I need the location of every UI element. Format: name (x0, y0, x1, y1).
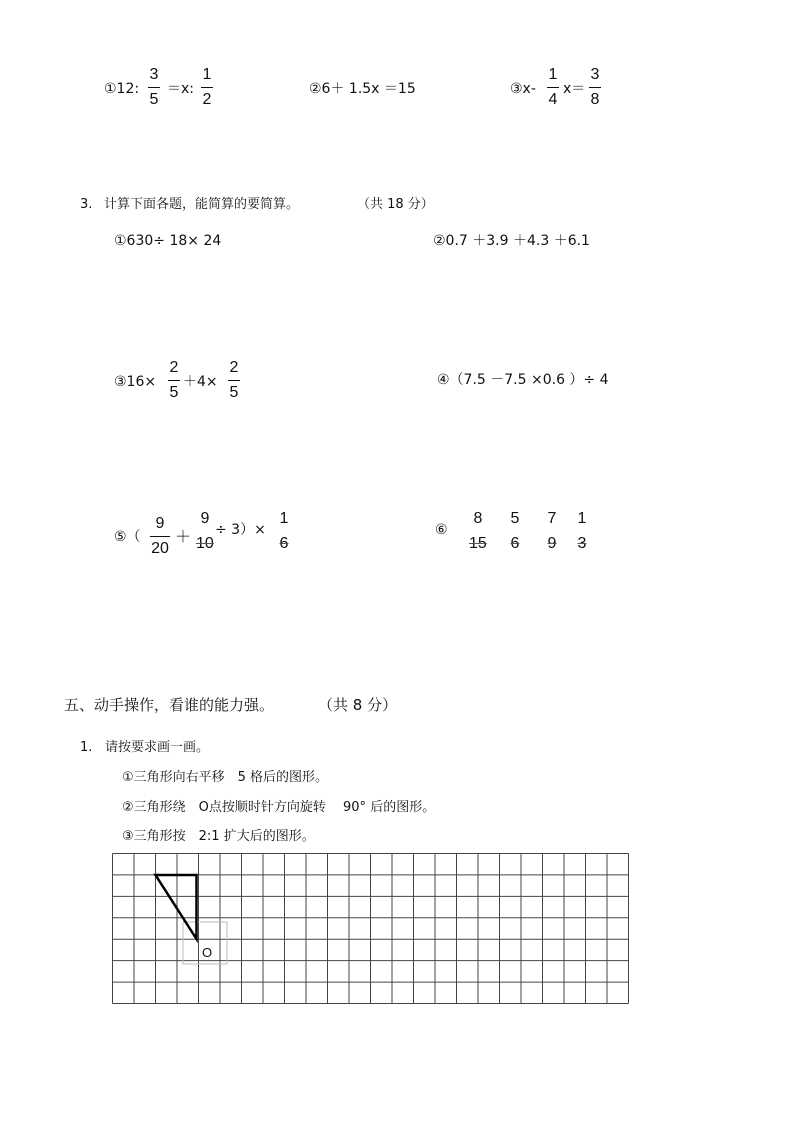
calc-item-1: ①630÷ 18× 24 (114, 233, 222, 249)
item3-mid: ＋4× (183, 374, 218, 390)
drawing-grid[interactable] (112, 853, 632, 1005)
numerator: 1 (202, 66, 212, 83)
item6-label: ⑥ (435, 522, 448, 538)
numerator: 3 (590, 66, 600, 83)
instruction-3: ③三角形按 2:1 扩大后的图形。 (122, 829, 315, 844)
section-title: 计算下面各题，能简算的要简算。 (104, 197, 300, 212)
eq3-prefix: ③x- (510, 81, 536, 97)
right-triangle (156, 875, 197, 939)
item3-prefix: ③16× (114, 374, 157, 390)
numerator: 9 (200, 510, 210, 527)
item6-fraction-3 (546, 510, 558, 553)
section-5-title: 五、动手操作，看谁的能力强。 (64, 696, 275, 714)
point-o-label: O (202, 945, 213, 960)
numerator: 1 (577, 510, 587, 527)
denominator: 2 (202, 91, 212, 108)
item5-div: ÷ 3）× (215, 522, 266, 538)
denominator: 5 (229, 384, 239, 401)
item3-fraction-2 (228, 359, 240, 402)
eq1-fraction-1 (148, 66, 160, 109)
instruction-2: ②三角形绕 O点按顺时针方向旋转 90° 后的图形。 (122, 800, 436, 815)
question-text: 请按要求画一画。 (105, 740, 210, 755)
eq1-mid: ＝x: (167, 81, 195, 97)
section-5-points: （共 8 分） (318, 696, 398, 714)
numerator: 5 (510, 510, 520, 527)
equation-2: ②6＋ 1.5x ＝15 (309, 81, 416, 97)
denominator: 6 (279, 535, 289, 552)
denominator: 6 (510, 535, 520, 552)
denominator: 4 (548, 91, 558, 108)
denominator: 3 (577, 535, 587, 552)
numerator: 1 (279, 510, 289, 527)
denominator: 15 (469, 535, 487, 552)
item6-fraction-2 (509, 510, 521, 553)
instruction-1: ①三角形向右平移 5 格后的图形。 (122, 770, 329, 785)
denominator: 10 (196, 535, 214, 552)
item6-fraction-4 (576, 510, 588, 553)
denominator: 5 (169, 384, 179, 401)
eq1-prefix: ①12: (104, 81, 140, 97)
eq3-mid: x＝ (563, 81, 586, 97)
item5-plus: ＋ (175, 527, 192, 546)
numerator: 2 (169, 359, 179, 376)
section-number: 3. (80, 197, 93, 212)
question-number: 1. (80, 740, 93, 755)
denominator: 8 (590, 91, 600, 108)
denominator: 20 (151, 540, 169, 557)
numerator: 9 (155, 515, 165, 532)
denominator: 5 (149, 91, 159, 108)
section-points: （共 18 分） (357, 197, 434, 212)
item6-fraction-1 (469, 510, 487, 553)
numerator: 7 (547, 510, 557, 527)
eq1-fraction-2 (201, 66, 213, 109)
item5-fraction-2 (196, 510, 214, 553)
denominator: 9 (547, 535, 557, 552)
numerator: 8 (473, 510, 483, 527)
item3-fraction-1 (168, 359, 180, 402)
numerator: 3 (149, 66, 159, 83)
numerator: 1 (548, 66, 558, 83)
eq3-fraction-2 (589, 66, 601, 109)
item5-open: ⑤（ (114, 529, 141, 545)
calc-item-2: ②0.7 ＋3.9 ＋4.3 ＋6.1 (433, 233, 590, 249)
eq3-fraction-1 (547, 66, 559, 109)
item5-fraction-3 (278, 510, 290, 553)
item5-fraction-1 (150, 515, 170, 558)
numerator: 2 (229, 359, 239, 376)
calc-item-4: ④（7.5 －7.5 ×0.6 ）÷ 4 (437, 372, 609, 388)
